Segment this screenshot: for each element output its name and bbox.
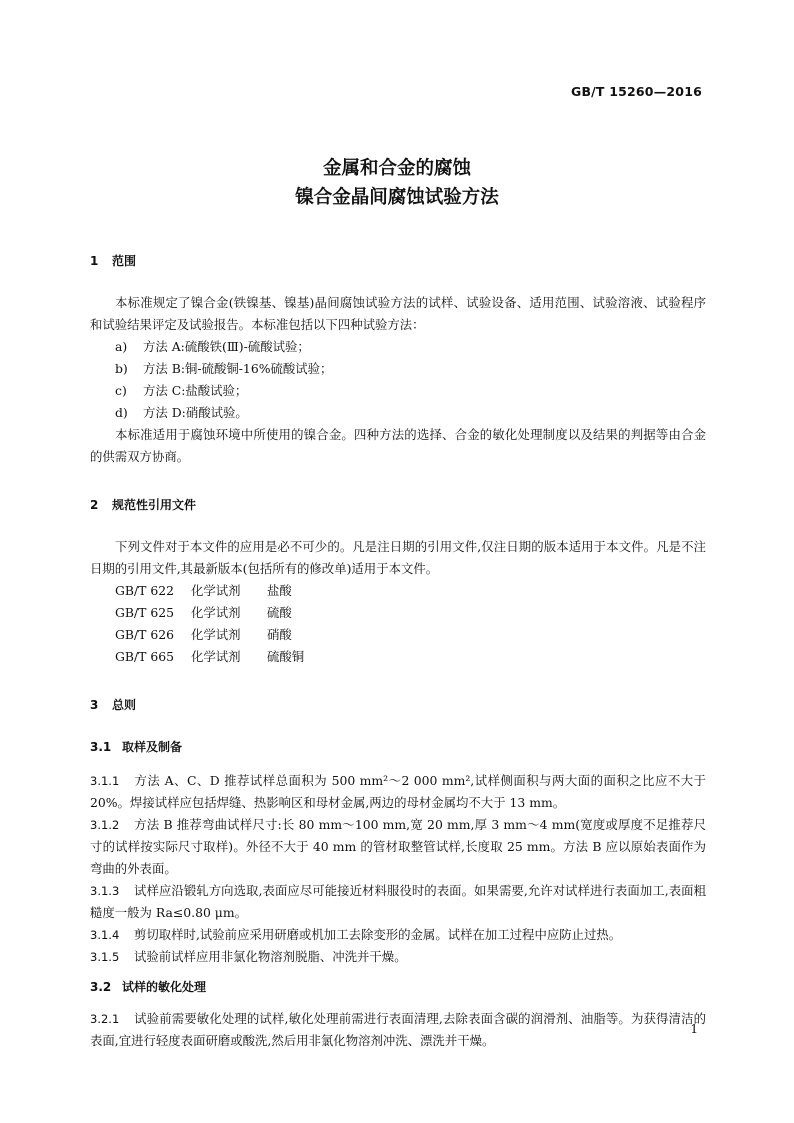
reference-code: GB/T 665 <box>115 649 175 664</box>
list-marker: a) <box>115 339 128 354</box>
clause <box>90 924 706 946</box>
list-text: 方法 D:硝酸试验。 <box>143 405 248 420</box>
list-marker: b) <box>115 361 128 376</box>
subsection-heading-sampling <box>90 736 706 758</box>
clause-number: 3.1.3 <box>90 884 120 898</box>
paragraph: 下列文件对于本文件的应用是必不可少的。凡是注日期的引用文件,仅注日期的版本适用于本文件。凡是不注日期的引用文件,其最新版本(包括所有的修改单)适用于本文件。 <box>90 539 706 576</box>
subsection-title: 试样的敏化处理 <box>122 980 207 994</box>
section-number: 1 <box>90 254 99 268</box>
document-body <box>90 250 706 1052</box>
clause <box>90 946 706 968</box>
list-text: 方法 B:铜-硫酸铜-16%硫酸试验； <box>143 361 333 376</box>
list-text: 方法 A:硫酸铁(Ⅲ)-硫酸试验； <box>143 339 310 354</box>
clause-text: 剪切取样时,试验前应采用研磨或机加工去除变形的金属。试样在加工过程中应防止过热。 <box>134 927 622 942</box>
section-heading-general <box>90 694 706 716</box>
reference-category: 化学试剂 <box>191 627 241 642</box>
section-title: 范围 <box>112 254 137 268</box>
section-title: 规范性引用文件 <box>112 498 197 512</box>
subsection-number: 3.1 <box>90 740 112 754</box>
document-title-line2: 镍合金晶间腐蚀试验方法 <box>295 187 499 208</box>
section-title: 总则 <box>112 698 137 712</box>
reference-name: 盐酸 <box>267 583 292 598</box>
list-marker: c) <box>115 383 127 398</box>
clause <box>90 1008 706 1052</box>
clause-text: 方法 B 推荐弯曲试样尺寸:长 80 mm～100 mm,宽 20 mm,厚 3 mm～4 mm(宽度或厚度不足推荐尺寸的试样按实际尺寸取样)。外径不大于 40 mm 的管材取整管试样,长度取 25 mm。方法 B 应以原始表面作为弯曲的外表面。 <box>90 817 706 876</box>
clause-number: 3.1.2 <box>90 818 120 832</box>
reference-item <box>90 602 706 624</box>
paragraph: 本标准适用于腐蚀环境中所使用的镍合金。四种方法的选择、合金的敏化处理制度以及结果的判据等由合金的供需双方协商。 <box>90 427 706 464</box>
reference-item <box>90 580 706 602</box>
list-text: 方法 C:盐酸试验； <box>143 383 248 398</box>
clause-number: 3.2.1 <box>90 1012 120 1026</box>
clause <box>90 770 706 814</box>
clause-number: 3.1.5 <box>90 950 120 964</box>
clause-text: 试验前需要敏化处理的试样,敏化处理前需进行表面清理,去除表面含碳的润滑剂、油脂等。为获得清洁的表面,宜进行轻度表面研磨或酸洗,然后用非氯化物溶剂冲洗、漂洗并干燥。 <box>90 1011 706 1048</box>
list-item <box>90 358 706 380</box>
clause-text: 试样应沿锻轧方向选取,表面应尽可能接近材料服役时的表面。如果需要,允许对试样进行表面加工,表面粗糙度一般为 Ra≤0.80 μm。 <box>90 883 706 920</box>
reference-code: GB/T 622 <box>115 583 175 598</box>
reference-code: GB/T 626 <box>115 627 175 642</box>
reference-name: 硫酸 <box>267 605 292 620</box>
document-title-line1: 金属和合金的腐蚀 <box>322 158 471 179</box>
section-heading-normative-references <box>90 494 706 516</box>
list-marker: d) <box>115 405 128 420</box>
clause <box>90 814 706 880</box>
subsection-heading-sensitization <box>90 976 706 998</box>
section-number: 3 <box>90 698 99 712</box>
reference-item <box>90 646 706 668</box>
paragraph: 本标准规定了镍合金(铁镍基、镍基)晶间腐蚀试验方法的试样、试验设备、适用范围、试验溶液、试验程序和试验结果评定及试验报告。本标准包括以下四种试验方法： <box>90 295 706 332</box>
list-item <box>90 380 706 402</box>
reference-category: 化学试剂 <box>191 605 241 620</box>
reference-name: 硝酸 <box>267 627 292 642</box>
section-heading-scope <box>90 250 706 272</box>
subsection-number: 3.2 <box>90 980 112 994</box>
section-number: 2 <box>90 498 99 512</box>
list-item <box>90 402 706 424</box>
page-number: 1 <box>690 1022 698 1036</box>
reference-code: GB/T 625 <box>115 605 175 620</box>
clause-number: 3.1.4 <box>90 928 120 942</box>
clause-number: 3.1.1 <box>90 774 120 788</box>
standard-code: GB/T 15260—2016 <box>570 84 702 99</box>
reference-category: 化学试剂 <box>191 649 241 664</box>
clause <box>90 880 706 924</box>
reference-name: 硫酸铜 <box>267 649 305 664</box>
reference-item <box>90 624 706 646</box>
clause-text: 试验前试样应用非氯化物溶剂脱脂、冲洗并干燥。 <box>134 949 407 964</box>
clause-text: 方法 A、C、D 推荐试样总面积为 500 mm²～2 000 mm²,试样侧面积与两大面的面积之比应不大于 20%。焊接试样应包括焊缝、热影响区和母材金属,两边的母材金属均不大于 13 mm。 <box>90 773 706 810</box>
list-item <box>90 336 706 358</box>
subsection-title: 取样及制备 <box>122 740 183 754</box>
reference-category: 化学试剂 <box>191 583 241 598</box>
